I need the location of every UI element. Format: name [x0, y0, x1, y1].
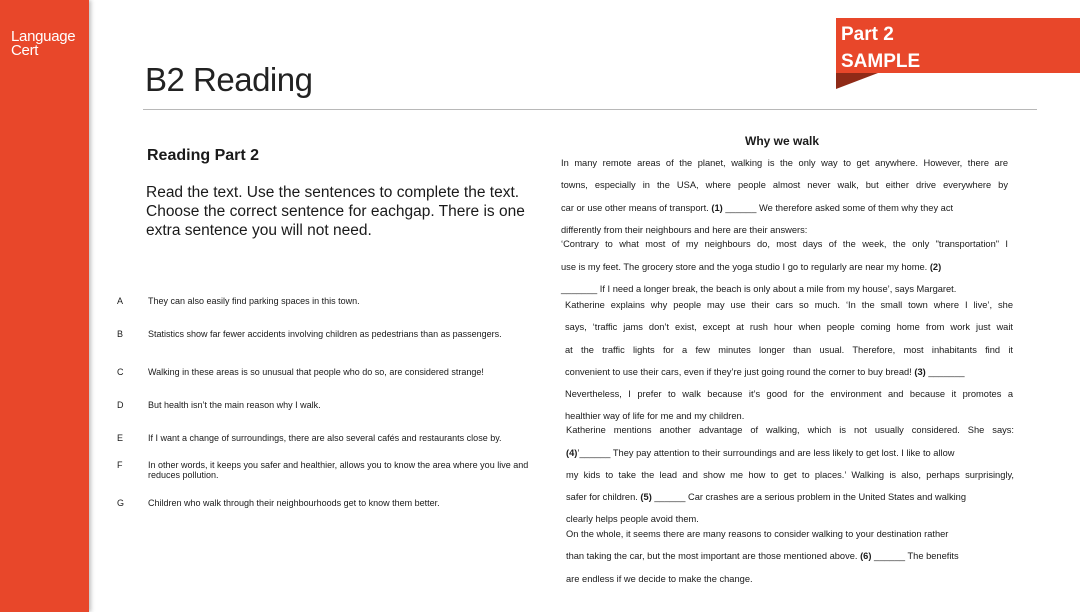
option-letter: B — [117, 329, 124, 339]
text-line: are endless if we decide to make the change. — [566, 574, 753, 584]
text-fragment: safer for children. — [566, 492, 638, 502]
logo-line-2: Cert — [11, 42, 39, 59]
text-line: differently from their neighbours and here are their answers: — [561, 225, 808, 235]
logo-line-1: Language — [11, 28, 76, 45]
text-line: healthier way of life for me and my children. — [565, 411, 745, 421]
text-line — [565, 367, 965, 378]
text-line: Katherine explains why people may use their cars so much. ‘In the small town where I live’, she — [565, 300, 1013, 310]
text-line — [566, 448, 954, 459]
text-line: at the traffic lights for a few minutes longer than usual. Therefore, most inhabitants find it — [565, 345, 1013, 355]
page-title: B2 Reading — [145, 61, 313, 98]
text-line: ‘Contrary to what most of my neighbours do, most days of the week, the only "transportation" I — [561, 239, 1008, 249]
option-letter: A — [117, 296, 124, 306]
badge-sample-label: SAMPLE — [841, 51, 921, 72]
option-text: But health isn’t the main reason why I walk. — [148, 400, 321, 410]
text-line: says, ‘traffic jams don’t exist, except at rush hour when people coming home from work just wait — [565, 322, 1013, 332]
text-fragment: use is my feet. The grocery store and the yoga studio I go to regularly are near my home. — [561, 262, 928, 272]
text-line — [566, 492, 966, 503]
text-title: Why we walk — [745, 134, 820, 148]
text-line — [561, 203, 953, 214]
languagecert-logo — [11, 30, 75, 58]
gap-2: (2) — [929, 262, 942, 272]
gap-3: (3) — [914, 367, 926, 377]
text-fragment: ’______ They pay attention to their surroundings and are less likely to get lost. I like to allow — [577, 448, 955, 458]
option-text: If I want a change of surroundings, there are also several cafés and restaurants close by. — [148, 433, 502, 443]
text-fragment: ______ We therefore asked some of them why they act — [725, 203, 954, 213]
text-fragment: _______ — [928, 367, 965, 377]
option-letter: F — [117, 460, 123, 470]
text-line: In many remote areas of the planet, walking is the only way to get anywhere. However, there are — [561, 158, 1008, 168]
text-line: Katherine mentions another advantage of walking, which is not usually considered. She says: — [566, 425, 1014, 435]
text-line: towns, especially in the USA, where people almost never walk, but either drive everywhere by — [561, 180, 1008, 190]
text-fragment: convenient to use their cars, even if they’re just going round the corner to buy bread! — [565, 367, 912, 377]
text-line: On the whole, it seems there are many reasons to consider walking to your destination rather — [566, 529, 949, 539]
text-line — [566, 551, 959, 562]
option-letter: G — [117, 498, 125, 508]
section-heading: Reading Part 2 — [147, 147, 260, 164]
text-fragment: ______ Car crashes are a serious problem in the United States and walking — [654, 492, 967, 502]
option-text: They can also easily find parking spaces in this town. — [148, 296, 360, 306]
text-line: Nevertheless, I prefer to walk because it’s good for the environment and because it promotes a — [565, 389, 1013, 399]
option-text: Children who walk through their neighbourhoods get to know them better. — [148, 498, 440, 508]
gap-4: (4) — [566, 448, 578, 458]
option-text: In other words, it keeps you safer and healthier, allows you to know the area where you live and reduces pollution. — [148, 460, 529, 480]
title-divider — [143, 109, 1037, 110]
text-line — [561, 262, 941, 273]
badge-fold — [836, 73, 878, 89]
text-line: my kids to take the lead and show me how to get to places.’ Walking is also, perhaps surprisingly, — [566, 470, 1014, 480]
option-text: Walking in these areas is so unusual that people who do so, are considered strange! — [148, 367, 484, 377]
text-fragment: car or use other means of transport. — [561, 203, 709, 213]
option-letter: E — [117, 433, 124, 443]
brand-sidebar — [0, 0, 89, 612]
text-fragment: ______ The benefits — [874, 551, 959, 561]
option-text: Statistics show far fewer accidents involving children as pedestrians than as passengers. — [148, 329, 502, 339]
gap-1: (1) — [711, 203, 723, 213]
text-line: clearly helps people avoid them. — [566, 514, 699, 524]
text-line: _______ If I need a longer break, the beach is only about a mile from my house’, says Margaret. — [561, 284, 957, 294]
gap-6: (6) — [860, 551, 872, 561]
gap-5: (5) — [640, 492, 652, 502]
instructions: Read the text. Use the sentences to complete the text. Choose the correct sentence for eachgap. There is one extra sentence you will not need. — [146, 184, 525, 239]
option-letter: D — [117, 400, 124, 410]
part-badge — [836, 18, 1080, 73]
badge-part-label: Part 2 — [841, 24, 894, 45]
text-fragment: than taking the car, but the most important are those mentioned above. — [566, 551, 858, 561]
option-letter: C — [117, 367, 124, 377]
